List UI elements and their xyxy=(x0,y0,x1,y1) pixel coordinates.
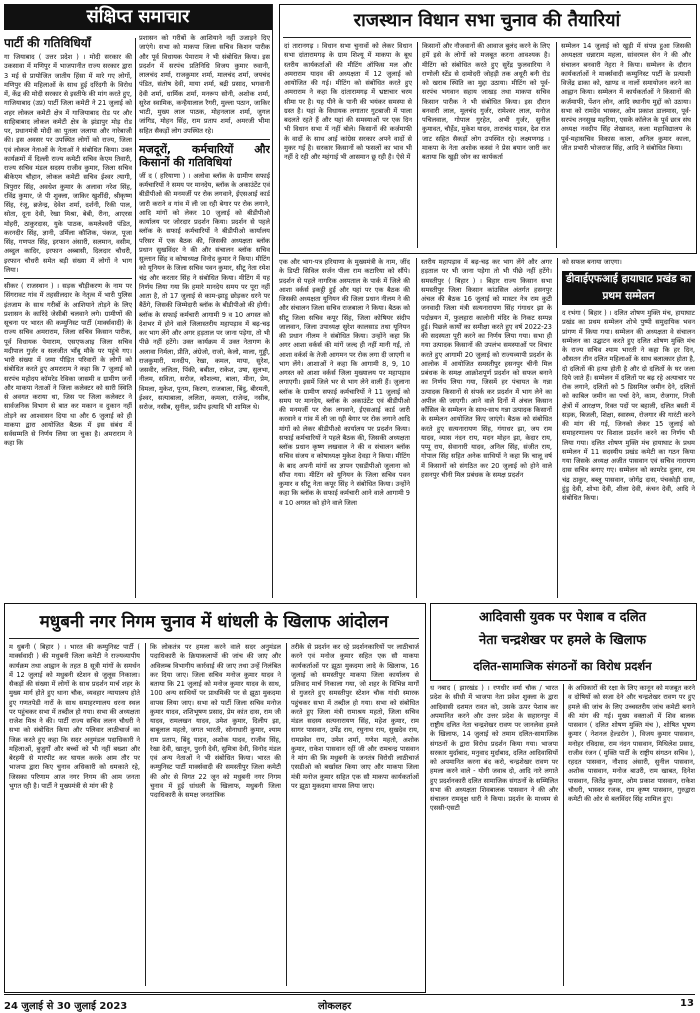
column-divider xyxy=(135,38,136,598)
headline-rule xyxy=(283,37,691,38)
dyfi-body: द रभंगा ( बिहार ) । दलित शोषण मुक्ति मंच, हायाघाट प्रखंड का प्रथम सम्मेलन शोभे पुष्पी समुदायिक भवन प्रांगण में किया गया। सम्मेलन की अध्यक्षता वे संचालन सम्मेलन का उद्घाटन करते हुए दलित शोषण मुक्ति मंच के राज्य सचिव श्याम भारती ने कहा कि हर दिन, औसतन तीन दलित महिलाओं के साथ बलात्कार होता है, दो दलितों की हत्या होती है और दो दलितों के घर जला दिये जाते हैं। सम्मेलन में दलितों पर बढ़ रहे अत्याचार पर रोक लगाने, दलितों को 5 डिसमिल जमीन देने, दलितों को काबिल जमीन का पर्चा देने, काम, रोजगार, निजी क्षेत्रों में आरक्षण, रिक्त पदों पर बहाली, दलित बस्ती में सड़क, बिजली, शिक्षा, स्वास्थ्य, रोजगार की गारंटी करने की मांग की गई, जिनको लेकर 15 जुलाई को समाहरणालय पर विशाल प्रदर्शन करने का निर्णय भी लिया गया। दलित शोषण मुक्ति मंच हायाघाट के प्रथम सम्मेलन में 11 सदस्यीय प्रखंड कमेटी का गठन किया गया जिसके अध्यक्ष अजीत पासवान एवं सचिव नारायण दास सचिव बनाए गए। सम्मेलन को कामरेड दुलार, राम चंद्र ठाकुर, बब्लू पासवान, जोगेंद्र दास, पंचकोड़ी दास, हुंडु देवी, शोभा देवी, शीला देवी, कंचन देवी, आदि ने संबोधित किया। xyxy=(562,309,695,502)
party-activities-article xyxy=(4,34,132,600)
asha-workers-column: एक और भाग-पत्र हरियाणा के मुख्यमंत्री के नाम, जींद के डिप्टी सिविल सर्जन पीला राम कटारिया को सौंपे। प्रदर्शन से पहले नागरिक अस्पताल के पार्क में जिले की आशा वर्कर्स इकट्ठी हुईं और यहां पर एक बैठक की जिसकी अध्यक्षता यूनियन की जिला प्रधान नीलम ने की और संचालन जिला सचिव राजबाला ने किया। बैठक को सीटू जिला सचिव कपूर सिंह, जिला कोषियर संदीप जालवान, जिला उपाध्यक्ष सुरेश कालसाड तथा यूनियन की प्रधान नीलम ने संबोधित किया। उन्होंने कहा कि अगर आशा वर्कर्स की मांगें जल्द ही नहीं मानी गईं, तो आशा वर्कर्स के तेजी आगमन पर रोक लगा दी जाएगी व भाग लेंगे। आशाओं ने कहा कि आगामी 8, 9, 10 अगस्त को आशा वर्कर्स जिला मुख्यालय पर महापड़ाव लगाएगी। इसमें जिले भर से भाग लेने वाली हैं। जुलाना ब्लॉक के ग्रामीण सफाई कर्मचारियों ने 11 जुलाई को समय पर मानदेय, ब्लॉक के अकाउंटेंट एवं बीडीपीओ की मनमर्जी पर रोक लगवाने, ईएसआई कार्ड जारी करवाने व गांव में ली जा रही बेगार पर रोक लगाने आदि मांगों को लेकर बीडीपीओ कार्यालय पर प्रदर्शन किया। सफाई कर्मचारियों ने पहले बैठक की, जिसकी अध्यक्षता ब्लॉक प्रधान कृष्ण लखवाल ने की व संचालन ब्लॉक सचिव संजय व कोषाध्यक्ष मुकेश देवड़ा ने किया। मीटिंग के बाद अपनी मांगों का ज्ञापन एसडीपीओ जुलाना को सौंपा गया। मीटिंग को यूनियन के जिला सचिव पवन कुमार व सीटू नेता कपूर सिंह ने संबोधित किया। उन्होंने कहा कि ब्लॉक के सफाई कर्मचारी आने वाले आगामी 9 व 10 अगस्त को होने वाले जिला xyxy=(279,258,410,507)
madhubani-col-2: कि लोकतंत्र पर हमला करने वाले सदर अनुमंडल पदाधिकारी के क्रियाकलापों की जांच की जाए और अविलम्ब विभागीय कार्रवाई की जाए तथा उन्हें निलंबित कर दिया जाए। जिला सचिव मनोज कुमार यादव ने बताया कि 21 जुलाई को मनोज कुमार यादव के साथ, 100 अन्य साथियों पर प्राथमिकी पर से झूठा मुकदमा वापस लिया जाए। सभा को पार्टी जिला सचिव मनोज कुमार यादव, शशिभूषण प्रसाद, प्रेम कांत दास, राम जी यादव, रामलखन यादव, उमेश कुमार, दिलीप झा, बाबूलाल महतो, जगत भारती, सोनाधारी कुमार, श्याम राम प्रताप, बिंदु यादव, अशोक यादव, राजीव सिंह, रेखा देवी, खातून, पुरनी देवी, सुमित्रा देवी, विनोद मंडल एवं अन्य नेताओं ने भी संबोधित किया। भारत की कम्युनिस्ट पार्टी मार्क्सवादी की समस्तीपुर जिला कमेटी की ओर से विगत 22 जून को मधुबनी नगर निगम चुनाव में हुई धांधली के खिलाफ, मधुबनी जिला पदाधिकारी के समक्ष जनतांत्रिक xyxy=(150,643,281,799)
madhubani-col-1: म धुबनी ( बिहार ) । भारत की कम्युनिस्ट पार्टी ( मार्क्सवादी ) की मधुबनी जिला कमेटी ने राज्यव्यापीय कार्यक्रम तथा आह्वान के तहत 8 सूत्री मांगों के समर्थन में 12 जुलाई को मधुबनी स्टेशन से जुलूस निकाला। सैकड़ों की संख्या में लोगों के साथ प्रदर्शन मार्च शहर के मुख्य मार्ग होते हुए थाना चौक, व्यवहार न्यायालय होते हुए गणतपेडी नारों के साथ समाहरणालय धरना स्थल पर पहुंचकर सभा में तब्दील हो गया। सभा की अध्यक्षता राजेश मिश्र ने की। पार्टी राज्य सचिव ललन चौधरी ने सभा को संबोधित किया और पलिवार लाठीचार्ज का जिक्र करते हुए कहा कि सदर अनुमंडल पदाधिकारी ने महिलाओं, बुजुर्गों और बच्चों को भी नहीं बख्शा और बेरहमी से मारपीट कर घायल करके आम तौर पर भाजपा द्वारा किए चुनाव अधिकारी को धमकाते रहे, जिसका परिणाम आज नगर निगम की आम जनता भुगत रही है। पार्टी ने मुख्यमंत्री से मांग की है xyxy=(9,643,140,790)
adivasi-headline-1: आदिवासी युवक पर पेशाब व दलित xyxy=(478,610,647,625)
footer-paper-name: लोकलहर xyxy=(318,1001,352,1012)
column-divider xyxy=(563,684,564,986)
sikar-continued: प्रशासन को गरीबों के आशियाने नहीं उजाड़ने दिए जाएंगे। सभा को माकपा जिला सचिव किशन पारीक और पूर्व विधायक पेमाराम ने भी संबोधित किया। इस प्रदर्शन में सरपंच प्रतिनिधि विजय कुमार रुवानी, लालचंद शर्मा, राजकुमार शर्मा, मालचंद शर्मा, जयचंद पंडित, संतोष देवी, माया शर्मा, बद्री प्रसाद, भगवानी देवी शर्मा, धार्मिक शर्मा, मनरूप सोनी, अशोक शर्मा, सुरेश स्वामिक, कन्हैयालाल रैगरी, मुल्ला पठान, जाकिर भाटी, मुख्य लाल पाठक, मोहनलाल शर्मा, जुगल जांगिड, मोहन सिंह, राम प्रताप शर्मा, अमरजी भीमा सहित सैकड़ों लोग उपस्थित रहे। xyxy=(139,34,270,135)
rajasthan-col-2: किसानों और नौजवानों की आवाज बुलंद करने के लिए हमें इसे के लोगों को मजबूत करना आवश्यक है। मीटिंग को संबोधित करते हुए सुरेंद्र फुलवारिया ने राणोली स्टेंड से दामोदरी जोहड़ी तक अधूरी बनी रोड को खराब स्थिति का मुद्दा उठाया। मीटिंग को पूर्व-सरपंच भगवान सहाय जाखड़ तथा माकपा सचिव किसान पारीक ने भी संबोधित किया। इस दौरान बनवारी लाल, मूलचंद गुर्जर, रामेश्वर लाल, मनोज पचिलवाल, गोपाल गुरहेत, अभी गुर्जर, सुनील कुमावत, चौर्हेड, मुकेश यादव, ताराचंद यादव, देश राज जाट सहित सैकड़ों लोग उपस्थित रहे। लक्ष्मणगढ़ । माकपा के नेता अशोक कस्वां ने प्रेस बयान जारी कर बताया कि खुड़ी जोन का कार्यकर्ता xyxy=(422,42,550,161)
page-number: 13 xyxy=(680,998,694,1009)
column-2-article xyxy=(139,34,270,600)
madhubani-col-3: तरीके से प्रदर्शन कर रहे प्रदर्शनकारियों पर लाठीचार्ज करने एवं मनोज कुमार सहित एक सौ माकपा कार्यकर्ताओं पर झूठा मुकदमा लादे के खिलाफ, 16 जुलाई को समस्तीपुर माकपा जिला कार्यालय से प्रतिवाद मार्च निकाला गया, जो शहर के विभिन्न मार्गों से गुजरते हुए समस्तीपुर स्टेशन चौक गांधी स्मारक पहुंचकर सभा में तब्दील हो गया। सभा को संबोधित करते हुए जिला मंत्री रामाश्रय महतो, जिला सचिव मंडल सदस्य सत्यनारायण सिंह, महेश कुमार, राम सागर पासवान, उपेंद्र राय, रघुनाथ राय, सुखदेव राय, रामप्रवेश राय, उमेश शर्मा, गणेश महतो, अशोक कुमार, राकेश पासवान रहीं जी और रामचन्द्र पासवान ने मांग की कि मधुबनी के जनतंत्र विरोधी लाठीचार्ज एसडीओ को बर्खास्त किया जाए और माकपा जिला मंत्री मनोज कुमार सहित एक सौ माकपा कार्यकर्ताओं पर झूठा मुकदमा वापस लिया जाए। xyxy=(291,643,419,790)
adivasi-col-1: ध नबाद ( झारखंड ) । रणधीर वर्मा चौक / भारत प्रदेश के सीधी में भाजपा नेता प्रवेश शुक्ला के द्वारा आदिवासी दशमत रावत को, उसके ऊपर पेशाब कर अपमानित करने और उत्तर प्रदेश के सहारनपुर में राष्ट्रीय दलित नेता चन्द्रशेखर रावण पर जानलेवा हमले के खिलाफ, 14 जुलाई को तमाम दलित-सामाजिक संगठनों के द्वारा विरोध प्रदर्शन किया गया। भाजपा सरकार मुर्दाबाद, मनुवाद मुर्दाबाद, दलित आदिवासियों को अपमानित करना बंद करो, चन्द्रशेखर रावण पर हमला करने वाले - योगी जवाब दो, आदि नारे लगाते हुए प्रदर्शनकारी दलित सामाजिक संगठनों के सम्मिलित सभा की अध्यक्षता शिवबालक पासवान ने की और संचालन रामवृक्ष धारी ने किया। प्रदर्शन के माध्यम से एससी-एसटी xyxy=(430,684,558,813)
party-activities-heading: पार्टी की गतिविधियाँ xyxy=(4,36,91,50)
rajasthan-col-3: सम्मेलन 14 जुलाई को खुड़ी में संपन्न हुआ जिसकी अध्यक्षता धन्नाराम महला, सांवरमल सेन ने की और संचालन बनवारी नेहरा ने किया। सम्मेलन के दौरान कार्यकर्ताओं ने मार्क्सवादी कम्युनिस्ट पार्टी के प्रत्याशी विजेंद्र ढाका को, खाण्ड व नालों समायोजन करने का आह्वान किया। सम्मेलन में कार्यकर्ताओं ने किसानों की कर्जमाफी, पेंशन लोन, आदि स्थानीय मुद्दों को उठाया। सभा को रामदेव भास्कर, ओम प्रकाश डालमास, पूर्व-सरपंच तनसुख महरिया, एसके कॉलेज के पूर्व छात्र संघ अध्यक्ष नवदीप सिंह शेखावत, कला महाविद्यालय के पूर्व-महासचिव विकास काला, अनिल कुमार काला, जीत प्रभारी भोजराज सिंह, आदि ने संबोधित किया। xyxy=(561,42,691,152)
footer-date: 24 जुलाई से 30 जुलाई 2023 xyxy=(4,1001,128,1012)
adivasi-headline-3: दलित-सामाजिक संगठनों का विरोध प्रदर्शन xyxy=(473,659,652,673)
column-divider xyxy=(272,4,273,598)
column-divider xyxy=(145,643,146,986)
column-divider xyxy=(417,42,418,248)
dyfi-headline xyxy=(562,271,695,305)
column-divider xyxy=(556,42,557,248)
sikar-body: सीकर ( राजस्थान ) । सड़क चौड़ीकरण के नाम पर सिंगरावट गांव में तहसीलदार के नेतृत्व में भारी पुलिस इंतजाम के साथ गरीबों के आशियाने तोड़ने के लिए प्रशासन के कारिंदे जेसीबी चलवाने लगे। ग्रामीणों की सूचना पर भारत की कम्युनिस्ट पार्टी (मार्क्सवादी) के राज्य सचिव अमराराम, जिला सचिव किसान पारीक, पूर्व विधायक पेमाराम, एसएफआइ जिला सचिव मदीपाल गुर्जर व सलजीत भाँबू मौके पर पहुंचे गए। भारी संख्या में जमा पीड़ित परिवारों के लोगों को संबोधित करते हुए अमराराम ने कहा कि 7 जुलाई को सरपंच महोदय कॉमरेड रेविका जासमी व ग्रामीण जनों और माकपा नेताओं ने जिला कलेक्टर को सारी स्थिति से अवगत कराया था, जिस पर जिला कलेक्टर ने सार्वजनिक विभाग से बात कर मकान व दुकान नहीं तोड़ने का आश्वासन दिया था और 6 जुलाई को ही माकपा द्वारा आयोजित बैठक में इस संबंध में सर्वसम्मति से निर्णय लिया जा चुका है। अमराराम ने कहा कि xyxy=(4,282,132,448)
footer-rule xyxy=(4,994,695,995)
madhubani-headline: मधुबनी नगर निगम चुनाव में धांधली के खिलाफ आंदोलन xyxy=(39,612,389,632)
column-divider xyxy=(416,258,417,598)
adivasi-col-2: के अधिकारों की रक्षा के लिए कानून को मजबूत करने व दोषियों को सजा देने और चन्द्रशेखर रावण पर हुए हमले की जांच के लिए उच्चस्तरीय जांच कमेटी बनाने की मांग की गई। मुख्य वक्ताओं में शिव बालक पासवान ( दलित शोषण मुक्ति मंच ), शोषित भूषण कुमार ( नेशनल हेल्डरोन ), विजय कुमार पासवान, मनोहर रविदास, राम नंदन पासवान, मिथिलेश प्रसाद, राजीव रंजन ( मुक्ति पार्टी के राष्ट्रीय संगठन सचिव ), रहदत पासवान, नौशाद अंसारी, सुनील पासवान, अशोक पासवान, मनोज बाउरी, राम खाबत, दिनेश पासवान, जितेंद्र कुमार, ओम प्रकाश पासवान, राकेश चौधरी, भास्कर रजक, राम कृष्ण पासवान, गुरुद्वारा कमेटी की ओर से बलविंदर सिंह शामिल हुए। xyxy=(568,684,695,803)
column-divider xyxy=(557,258,558,598)
rajasthan-col-1: दां तारानगढ़ । विधान सभा चुनावों को लेकर विधान सभा दांतारामगढ़ के ग्राम शिश्यू में माकपा के बूथ स्तरीय कार्यकर्ताओं की मीटिंग ऑफिस मल और अमराराम यादव की अध्यक्षता में 12 जुलाई को आयोजित की गई। मीटिंग को संबोधित करते हुए अमराराम ने कहा कि दांतारामगढ़ में भ्रष्टाचार चरम सीमा पर है। यह पीने के पानी की भयंकर समस्या से ग्रस्त है। यहां के विधायक लगातार गुटबाजी में पाला बदलते रहते हैं और यहां की समस्याओं पर एक दिन भी विधान सभा में नहीं बोले। किसानों की कर्जमाफी के वादों के साथ आई कांग्रेस सरकार अपने वादों से मुकर गई है। सरकार किसानों को फसलों का भाव भी नहीं दे रही और महंगाई भी आसमान छू रही है। ऐसे में xyxy=(284,42,412,161)
column-divider xyxy=(286,643,287,986)
column-6-top: को सफल बनाया जाएगा। xyxy=(562,258,622,266)
headline-rule xyxy=(9,638,419,639)
workers-body: जीं द ( हरियाणा ) । अलोवा ब्लॉक के ग्रामीण सफाई कर्मचारियों ने समय पर मानदेय, ब्लॉक के अकाउंटेंट एवं बीडीपीओ की मनमर्जी पर रोक लगवाने, ईएसआई कार्ड जारी कराने व गांव में ली जा रही बेगार पर रोक लगाने, आदि मांगों को लेकर 10 जुलाई को बीडीपीओ कार्यालय पर जोरदार प्रदर्शन किया। प्रदर्शन से पहले ब्लॉक के सफाई कर्मचारियों ने बीडीपीओ कार्यालय परिसर में एक बैठक की, जिसकी अध्यक्षता ब्लॉक प्रधान सुखविंदर ने की और संचालन ब्लॉक सचिव सुल्तान सिंह व कोषाध्यक्ष विनोद कुमार ने किया। मीटिंग को यूनियन के जिला सचिव पवन कुमार, सीटू नेता रमेश चंद्र और करतार सिंह ने संबोधित किया। मीटिंग में यह निर्णय लिया गया कि हमारे मानदेय समय पर पूरा नहीं आता है, तो 17 जुलाई से काम-झाडू छोड़कर धरने पर बैठेंगे, जिसकी जिम्मेदारी ब्लॉक के बीडीपीओ की होगी। ब्लॉक के सफाई कर्मचारी आगामी 9 व 10 अगस्त को देशभर में होने वाले जिलास्तरीय महापड़ाव में बढ़-चढ़ कर भाग लेंगे और अगर हड़ताल पर जाना पड़ेगा, तो भी पीछे नहीं हटेंगे। उक्त कार्यक्रम में उक्त नेतागण के अलावा निर्मला, प्रीति, अंग्रेजो, राजो, केलो, माला, गुड्डी, राजकुमारी, मनदीप, रेखा, कमल, माया, सुरेश, जसवीर, ललिता, पिंकी, बबीता, राकेश, उषा, सुलभा, नीलम, सविता, सरोज, कौशल्या, बाला, मीना, प्रेम, विमला, मुकेश, पूनम, किरण, राजबाला, बिंदु, बीरमती, ईश्वर, सत्याबाला, ललिता, कमला, राजेन्द्र, नसीब, सरोज, नसीब, सुनील, प्रदीप इत्यादि भी शामिल थे। xyxy=(139,171,270,411)
workers-heading: मजदूरों, कर्मचारियों और किसानों की गतिविधियां xyxy=(139,142,270,169)
samastipur-column: स्तरीय महापड़ाव में बढ़-चढ़ कर भाग लेंगे और अगर हड़ताल पर भी जाना पड़ेगा तो भी पीछे नहीं हटेंगे। समस्तीपुर ( बिहार ) । बिहार राज्य किसान सभा समस्तीपुर जिला किसान कांउसिल अंतर्गत हसनपुर अंचल की बैठक 16 जुलाई को मास्टर नेत्र राम कुटी जनवादी जिला मंत्री सत्यनारायण सिंह गंगाधर झा के पदोन्नयन में, फुलहारा कालोनी मंदिर के निकट सम्पन्न हुई। पिछले कार्यों का समीक्षा करते हुए वर्ष 2022-23 की सदस्यता पूरी करने का निर्णय लिया गया। सभा ही गया उत्पादक किसानों की उपलंभ समस्याओं पर विचार करते हुए आगामी 20 जुलाई को राज्यव्यापी प्रदर्शन के आलोक में आयोजित समस्तीपुर हसनपुर चीनी मिल प्रबंधक के समक्ष आक्रोशपूर्ण प्रदर्शन को सफल बनाने का निर्णय लिया गया, जिसमें हर पंचायत के गन्ना उत्पादक किसानों से संपर्क कर प्रदर्शन में भाग लेने का अपील की जाएगी। आने वाले दिनों में अंचल किसान कौंसिल के सम्मेलन के साथ-साथ गन्ना उत्पादक किसानों के सम्मेलन आयोजित किए जाएंगे। बैठक को संबोधित करते हुए सत्यनारायण सिंह, गंगाधर झा, जय राम यादव, व्यास नंदन राय, मदन मोहन झा, केदार राय, पप्पू राय, सेवानारी यादव, अनिल सिंह, संजीत राय, गोपाल सिंह सहित अनेक साथियों ने कहा कि चालू वर्ष में किसानों को संगठित कर 20 जुलाई को होने वाले हसनपुर चीनी मिल प्रबंधक के समक्ष प्रदर्शन xyxy=(421,258,552,479)
party-activities-body: गा जियाबाद ( उत्तर प्रदेश ) । मोदी सरकार की उकसावा में मणिपुर में भाजपानीत राज्य सरकार द्वारा 3 मई से प्रायोजित जातीय हिंसा में मारे गए लोगों, मणिपुर की महिलाओं के साथ हुई दरिंदगी के विरोध में, केंद्र की मोदी सरकार से इस्तीफे की मांग करते हुए, गाजियाबाद (उप्र) पार्टी जिला कमेटी ने 21 जुलाई को शहर लोकल कमेटी क्षेत्र में गाजियाबाद रोड पर और साहिबाबाद लोकल कमेटी क्षेत्र के झंडापुर मोड़ रोड पर, प्रधानमंत्री मोदी का पुतला जलाया और नारेबाजी की। इस अवसर पर उपस्थित लोगों को राज्य, जिला एवं लोकल नेताओं के नेताओं ने संबोधित किया। उक्त कार्यक्रमों में दिल्ली राज्य कमेटी सचिव केएम तिवारी, राज्य सचिव मंडल सदस्य राजीव कुमार, जिला सचिव बीकेएम चौहान, लोकल कमेटी सचिव ईश्वर त्यागी, त्रिपुरार सिंह, अवधेश कुमार के अलावा नरेश सिंह, रविंद्र कुमार, जे पी शुक्ला, जाकिर खुर्शीदी, श्रीकृष्ण सिंह, रंजू, ब्रजेन्द्र, देवेश शर्मा, दर्शनी, रिकी पाल, सोता, दूना देवी, रेखा मिश्रा, बेबी, रीना, आएरस मोहरी, ठाकुरदास, युके पाठक, कमलेश्वरी पंडित, करनदीर सिंह, ज्ञानी, उर्मिला कौशिक, पंकज, पूजा सिंह, गणपत सिंह, इरफान अंसारी, सलमान, वसीम, अब्दुल कादिर, इरफान अब्बासी, दिलदार चौधरी, इरफान चौधरी समेत बड़ी संख्या में लोगों ने भाग लिया। xyxy=(4,53,132,274)
adivasi-headline-2: नेता चन्द्रशेखर पर हमले के खिलाफ xyxy=(479,633,646,648)
rajasthan-headline: राजस्थान विधान सभा चुनाव की तैयारियां xyxy=(353,10,621,31)
section-header: संक्षिप्त समाचार xyxy=(4,4,272,30)
dyfi-headline-text: डीवाईएफआई हायाघाट प्रखंड का प्रथम सम्मेलन xyxy=(565,273,692,302)
